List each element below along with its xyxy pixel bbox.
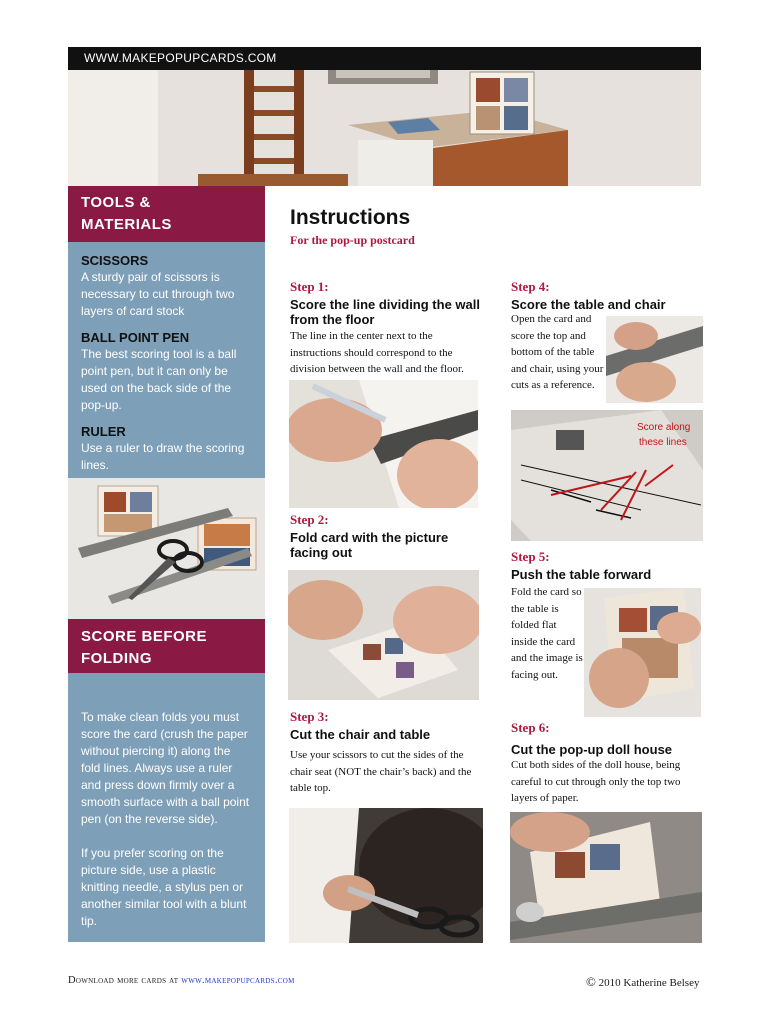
hero-photo <box>68 70 701 186</box>
footer-download <box>68 975 295 986</box>
step-5-description: Fold the card so the table is folded flat inside the card and the image is facing out. <box>511 586 583 681</box>
step-title: Fold card with the picture facing out <box>290 530 449 560</box>
step-number: Step 1: <box>290 279 329 294</box>
step-4 <box>511 279 701 312</box>
tools-panel <box>68 242 265 478</box>
site-url-bar <box>68 47 701 70</box>
copyright-text: 2010 Katherine Belsey <box>598 977 700 989</box>
tools-photo <box>68 478 265 619</box>
tool-item-pen <box>81 330 253 414</box>
step-2-photo <box>288 570 479 700</box>
step-number: Step 3: <box>290 709 329 724</box>
step-number: Step 6: <box>511 720 550 735</box>
tool-item-ruler <box>81 424 253 474</box>
copyright-symbol: © <box>586 974 596 989</box>
tool-name: BALL POINT PEN <box>81 330 190 345</box>
tool-description: Use a ruler to draw the scoring lines. <box>81 441 245 472</box>
step-6 <box>511 720 706 807</box>
step-description: Use your scissors to cut the sides of the chair seat (NOT the chair’s back) and the table top. <box>290 749 472 794</box>
footer-copyright <box>586 974 699 990</box>
step-number: Step 2: <box>290 512 329 527</box>
step-5 <box>511 549 701 582</box>
step-description: The line in the center next to the instructions should correspond to the division between the wall and the floor. <box>290 330 464 375</box>
site-url: WWW.MAKEPOPUPCARDS.COM <box>84 51 277 65</box>
step-5-photo <box>584 588 701 717</box>
step-6-photo <box>510 812 702 943</box>
page-title: Instructions <box>290 206 411 229</box>
step-2 <box>290 512 480 560</box>
step-description: Cut both sides of the doll house, being careful to cut through only the top two layers of paper. <box>511 759 681 804</box>
step-title: Score the table and chair <box>511 297 666 312</box>
score-panel <box>68 673 265 942</box>
download-link[interactable]: www.makepopupcards.com <box>181 975 295 986</box>
annotation-line2: these lines <box>639 437 687 448</box>
tool-name: SCISSORS <box>81 253 149 268</box>
tool-description: The best scoring tool is a ball point pen, but it can only be used on the back side of the pop-up. <box>81 347 237 412</box>
step-3 <box>290 709 482 797</box>
tools-heading <box>68 186 265 242</box>
score-annotation <box>637 420 690 450</box>
score-paragraph-2: If you prefer scoring on the picture side, use a plastic knitting needle, a stylus pen or another similar tool with a blunt tip. <box>81 846 247 928</box>
page-subtitle: For the pop-up postcard <box>290 233 415 247</box>
step-1-photo <box>289 380 478 508</box>
tools-heading-line1: TOOLS & <box>81 194 151 211</box>
download-text: Download more cards at <box>68 975 179 986</box>
score-paragraph-1: To make clean folds you must score the card (crush the paper without piercing it) along the fold lines. Always use a ruler and press down firmly over a smooth surface with a ball point pen (on the reverse side). <box>81 710 250 826</box>
tool-name: RULER <box>81 424 126 439</box>
step-title: Cut the pop-up doll house <box>511 742 673 757</box>
step-4-diagram-photo <box>511 410 703 541</box>
tool-item-scissors <box>81 253 253 320</box>
score-heading-line1: SCORE BEFORE <box>81 628 208 645</box>
step-number: Step 4: <box>511 279 550 294</box>
step-title: Cut the chair and table <box>290 727 431 742</box>
step-1 <box>290 279 480 378</box>
step-3-photo <box>289 808 483 943</box>
step-4-description: Open the card and score the top and bottom of the table and chair, using your cuts as a reference. <box>511 313 604 391</box>
score-heading <box>68 619 265 673</box>
step-title: Score the line dividing the wall from the floor <box>290 297 480 327</box>
step-4-photo <box>606 316 703 403</box>
step-title: Push the table forward <box>511 567 652 582</box>
score-heading-line2: FOLDING <box>81 650 152 667</box>
tool-description: A sturdy pair of scissors is necessary to cut through two layers of card stock <box>81 270 235 318</box>
tools-heading-line2: MATERIALS <box>81 216 172 233</box>
step-number: Step 5: <box>511 549 550 564</box>
annotation-line1: Score along <box>637 422 691 433</box>
